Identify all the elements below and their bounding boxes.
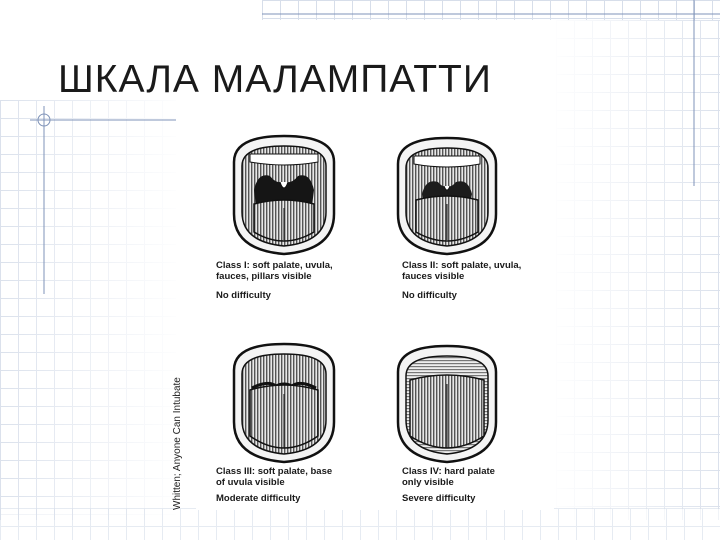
class-1-caption-line-1: Class I: soft palate, uvula, bbox=[216, 260, 333, 271]
class-1-caption-line-2: fauces, pillars visible bbox=[216, 271, 312, 282]
class-2-difficulty: No difficulty bbox=[402, 290, 457, 301]
class-4-caption-line-2: only visible bbox=[402, 477, 454, 488]
class-4-difficulty: Severe difficulty bbox=[402, 493, 476, 504]
mouth-illustration-class-1 bbox=[224, 132, 344, 258]
class-2-caption bbox=[402, 260, 552, 282]
class-3-difficulty: Moderate difficulty bbox=[216, 493, 301, 504]
class-1-caption bbox=[216, 260, 366, 282]
mouth-illustration-class-3 bbox=[224, 340, 344, 466]
class-4-caption-line-1: Class IV: hard palate bbox=[402, 466, 495, 477]
grid-background-right bbox=[556, 20, 720, 520]
class-3-caption bbox=[216, 466, 366, 488]
mouth-illustration-class-2 bbox=[388, 134, 506, 258]
class-4-caption bbox=[402, 466, 552, 488]
mouth-illustration-class-4 bbox=[388, 342, 506, 466]
class-2-caption-line-1: Class II: soft palate, uvula, bbox=[402, 260, 522, 271]
class-3-caption-line-1: Class III: soft palate, base bbox=[216, 466, 333, 477]
class-1-difficulty: No difficulty bbox=[216, 290, 271, 301]
grid-background-left bbox=[0, 100, 176, 520]
grid-background-bottom bbox=[0, 508, 720, 540]
slide-title: ШКАЛА МАЛАМПАТТИ bbox=[58, 58, 492, 101]
class-3-caption-line-2: of uvula visible bbox=[216, 477, 285, 488]
grid-background-top bbox=[262, 0, 720, 20]
mallampati-figure bbox=[196, 126, 554, 510]
image-credit: Whitten; Anyone Can Intubate bbox=[172, 377, 183, 510]
class-2-caption-line-2: fauces visible bbox=[402, 271, 465, 282]
